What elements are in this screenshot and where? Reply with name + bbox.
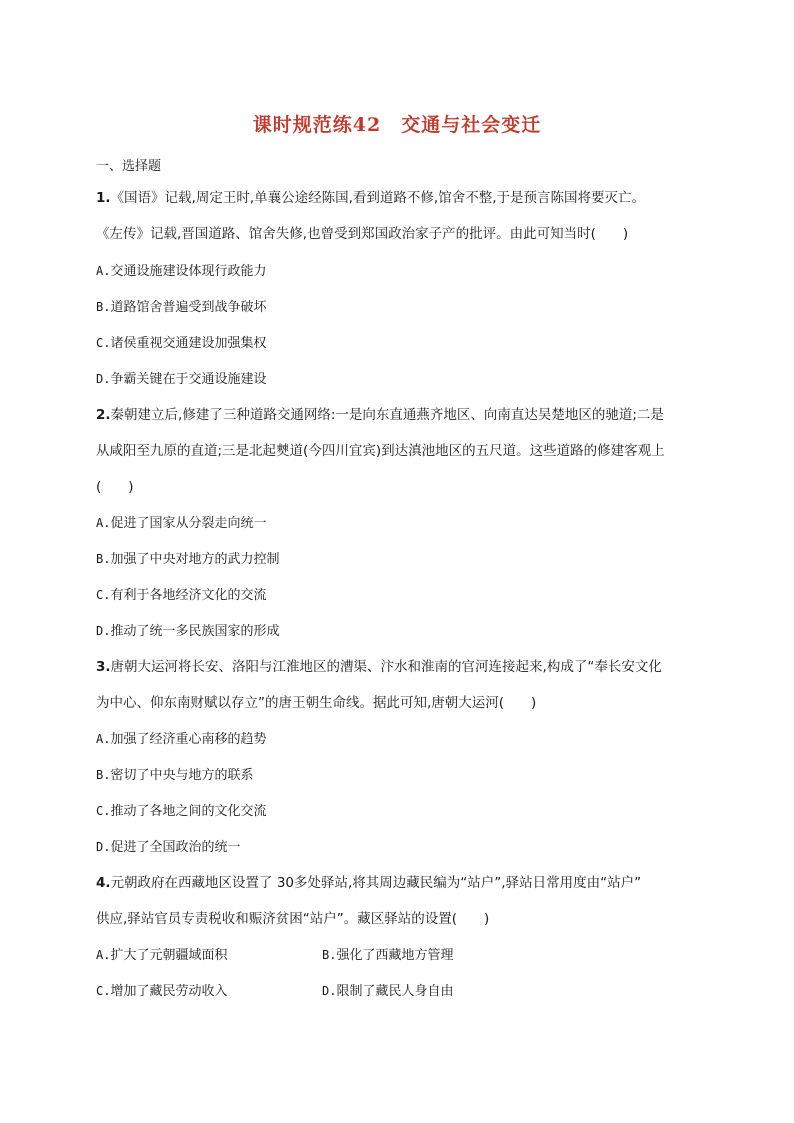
page-title: 课时规范练42 交通与社会变迁 xyxy=(252,114,542,136)
question-2-option-d xyxy=(96,621,279,642)
option-letter: C. xyxy=(96,588,111,602)
question-4-line-1 xyxy=(96,873,641,893)
question-2-line-1 xyxy=(96,405,664,425)
option-text: 有利于各地经济文化的交流 xyxy=(110,588,267,603)
question-4-option-d xyxy=(322,981,453,1002)
option-letter: D. xyxy=(322,984,337,998)
question-4-option-c xyxy=(96,981,227,1002)
option-letter: B. xyxy=(96,768,111,782)
option-text: 诸侯重视交通建设加强集权 xyxy=(110,336,267,351)
option-letter: C. xyxy=(96,804,111,818)
question-2-option-c xyxy=(96,585,266,606)
section-heading: 一、选择题 xyxy=(96,159,162,174)
option-letter: D. xyxy=(96,840,111,854)
question-text: 秦朝建立后,修建了三种道路交通网络:一是向东直通燕齐地区、向南直达吴楚地区的驰道;二是 xyxy=(110,407,664,423)
question-3-line-1 xyxy=(96,657,662,677)
question-1-line-2: 《左传》记载,晋国道路、馆舍失修,也曾受到郑国政治家子产的批评。由此可知当时( ) xyxy=(96,226,629,242)
question-3-line-2: 为中心、仰东南财赋以存立”的唐王朝生命线。据此可知,唐朝大运河( ) xyxy=(96,695,537,711)
question-number: 4. xyxy=(96,875,111,891)
option-text: 交通设施建设体现行政能力 xyxy=(110,264,267,279)
option-text: 道路馆舍普遍受到战争破坏 xyxy=(110,300,267,315)
option-letter: D. xyxy=(96,624,111,638)
question-text: 元朝政府在西藏地区设置了 30多处驿站,将其周边藏民编为“站户”,驿站日常用度由“站户” xyxy=(110,875,642,891)
option-text: 推动了统一多民族国家的形成 xyxy=(110,624,280,639)
option-letter: B. xyxy=(96,552,111,566)
question-number: 1. xyxy=(96,190,111,206)
question-3-option-b xyxy=(96,765,253,786)
question-4-option-b xyxy=(322,945,453,966)
question-2-option-b xyxy=(96,549,279,570)
option-text: 促进了国家从分裂走向统一 xyxy=(110,516,267,531)
question-3-option-a xyxy=(96,729,266,750)
question-3-option-c xyxy=(96,801,266,822)
option-text: 加强了中央对地方的武力控制 xyxy=(110,552,280,567)
option-text: 推动了各地之间的文化交流 xyxy=(110,804,267,819)
option-letter: A. xyxy=(96,948,111,962)
question-number: 3. xyxy=(96,659,111,675)
question-1-option-b xyxy=(96,297,266,318)
option-text: 强化了西藏地方管理 xyxy=(336,948,454,963)
option-letter: A. xyxy=(96,516,111,530)
question-number: 2. xyxy=(96,407,111,423)
question-4-line-2: 供应,驿站官员专责税收和赈济贫困“站户”。藏区驿站的设置( ) xyxy=(96,911,490,927)
option-text: 扩大了元朝疆域面积 xyxy=(110,948,228,963)
question-1-option-c xyxy=(96,333,266,354)
question-1-option-a xyxy=(96,261,266,282)
option-letter: C. xyxy=(96,336,111,350)
option-text: 增加了藏民劳动收入 xyxy=(110,984,228,999)
option-letter: B. xyxy=(322,948,337,962)
question-2-option-a xyxy=(96,513,266,534)
question-2-line-2: 从咸阳至九原的直道;三是北起僰道(今四川宜宾)到达滇池地区的五尺道。这些道路的修建客观上 xyxy=(96,443,665,459)
option-text: 密切了中央与地方的联系 xyxy=(110,768,254,783)
option-letter: B. xyxy=(96,300,111,314)
question-4-option-a xyxy=(96,945,227,966)
option-text: 限制了藏民人身自由 xyxy=(336,984,454,999)
option-letter: A. xyxy=(96,732,111,746)
question-2-line-3: ( ) xyxy=(96,479,134,495)
option-text: 促进了全国政治的统一 xyxy=(110,840,241,855)
question-text: 唐朝大运河将长安、洛阳与江淮地区的漕渠、汴水和淮南的官河连接起来,构成了“奉长安文化 xyxy=(110,659,662,675)
question-1-option-d xyxy=(96,369,266,390)
option-letter: D. xyxy=(96,372,111,386)
option-letter: A. xyxy=(96,264,111,278)
option-letter: C. xyxy=(96,984,111,998)
option-text: 加强了经济重心南移的趋势 xyxy=(110,732,267,747)
option-text: 争霸关键在于交通设施建设 xyxy=(110,372,267,387)
question-3-option-d xyxy=(96,837,240,858)
question-1-line-1 xyxy=(96,188,645,208)
question-text: 《国语》记载,周定王时,单襄公途经陈国,看到道路不修,馆舍不整,于是预言陈国将要灭亡。 xyxy=(110,190,645,206)
